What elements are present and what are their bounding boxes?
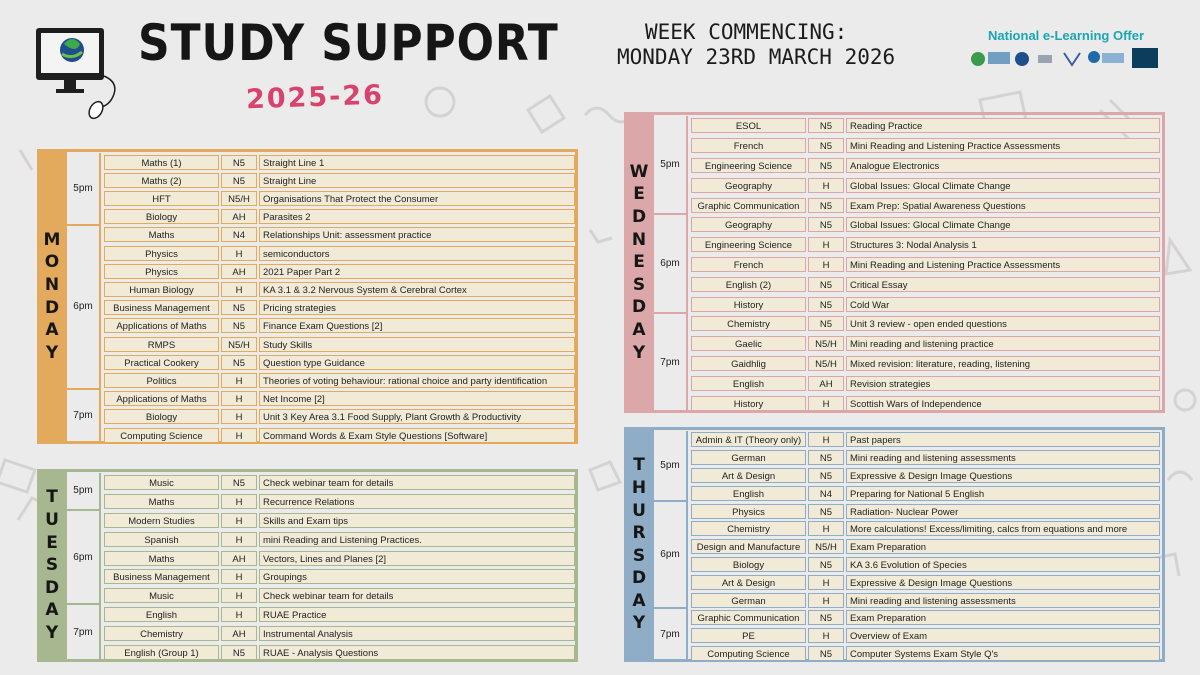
- session-subject: Business Management: [104, 300, 219, 315]
- session-subject: Applications of Maths: [104, 318, 219, 333]
- session-row: [104, 209, 575, 224]
- session-level: N5/H: [808, 539, 844, 554]
- session-row: [691, 575, 1160, 590]
- session-subject: Graphic Communication: [691, 198, 806, 213]
- session-subject: German: [691, 593, 806, 608]
- session-subject: Art & Design: [691, 575, 806, 590]
- session-level: N5: [221, 155, 257, 170]
- session-level: N5/H: [808, 336, 844, 351]
- session-row: [104, 428, 575, 443]
- time-slot: 6pm: [67, 226, 101, 390]
- session-row: [104, 645, 575, 660]
- session-row: [104, 569, 575, 584]
- session-subject: Design and Manufacture: [691, 539, 806, 554]
- session-row: [104, 300, 575, 315]
- day-letter: D: [44, 577, 60, 598]
- session-row: [104, 318, 575, 333]
- session-subject: History: [691, 297, 806, 312]
- session-subject: Physics: [691, 504, 806, 519]
- time-slot: 6pm: [67, 511, 101, 606]
- session-row: [691, 646, 1160, 661]
- session-topic: Mini reading and listening practice: [846, 336, 1160, 351]
- session-level: H: [221, 373, 257, 388]
- session-level: N5: [808, 504, 844, 519]
- tuesday-label: [37, 472, 67, 659]
- session-level: N5: [808, 610, 844, 625]
- session-topic: Pricing strategies: [259, 300, 575, 315]
- session-topic: Finance Exam Questions [2]: [259, 318, 575, 333]
- time-slot: 6pm: [654, 502, 688, 609]
- session-row: [104, 513, 575, 528]
- page-title: STUDY SUPPORT: [138, 14, 559, 72]
- session-topic: Net Income [2]: [259, 391, 575, 406]
- session-topic: RUAE - Analysis Questions: [259, 645, 575, 660]
- session-subject: Admin & IT (Theory only): [691, 432, 806, 447]
- day-letter: D: [631, 207, 647, 228]
- session-level: H: [808, 432, 844, 447]
- session-subject: Biology: [104, 409, 219, 424]
- session-topic: Command Words & Exam Style Questions [Software]: [259, 428, 575, 443]
- session-row: [691, 557, 1160, 572]
- session-level: H: [221, 513, 257, 528]
- session-row: [691, 217, 1160, 232]
- session-level: N5/H: [808, 356, 844, 371]
- school-year: 2025-26: [245, 79, 385, 116]
- session-topic: Vectors, Lines and Planes [2]: [259, 551, 575, 566]
- session-subject: RMPS: [104, 337, 219, 352]
- session-subject: Geography: [691, 217, 806, 232]
- session-subject: French: [691, 257, 806, 272]
- session-subject: Maths (1): [104, 155, 219, 170]
- session-topic: Overview of Exam: [846, 628, 1160, 643]
- session-subject: Computing Science: [104, 428, 219, 443]
- session-subject: HFT: [104, 191, 219, 206]
- session-level: H: [808, 593, 844, 608]
- session-topic: Theories of voting behaviour: rational choice and party identification: [259, 373, 575, 388]
- day-letter: A: [45, 320, 59, 341]
- session-row: [104, 246, 575, 261]
- session-subject: Chemistry: [691, 521, 806, 536]
- session-level: H: [221, 282, 257, 297]
- session-subject: ESOL: [691, 118, 806, 133]
- session-row: [691, 356, 1160, 371]
- week-commencing: [617, 20, 895, 70]
- session-level: N5: [808, 557, 844, 572]
- e-sgoil-monitor-logo: [34, 26, 138, 122]
- session-subject: Maths: [104, 494, 219, 509]
- session-level: H: [221, 588, 257, 603]
- session-level: N5: [221, 355, 257, 370]
- wednesday-label: [624, 115, 654, 410]
- session-topic: Exam Preparation: [846, 610, 1160, 625]
- session-subject: Biology: [691, 557, 806, 572]
- session-subject: Chemistry: [104, 626, 219, 641]
- session-subject: Maths: [104, 227, 219, 242]
- session-topic: Mini Reading and Listening Practice Assessments: [846, 257, 1160, 272]
- day-letter: U: [632, 500, 646, 521]
- session-row: [104, 391, 575, 406]
- session-level: H: [221, 246, 257, 261]
- session-topic: Scottish Wars of Independence: [846, 396, 1160, 411]
- session-subject: English: [104, 607, 219, 622]
- session-subject: English: [691, 376, 806, 391]
- session-row: [691, 178, 1160, 193]
- session-row: [691, 297, 1160, 312]
- time-slot: 7pm: [67, 605, 101, 662]
- session-row: [691, 277, 1160, 292]
- session-topic: Groupings: [259, 569, 575, 584]
- session-row: [104, 409, 575, 424]
- day-letter: T: [46, 487, 58, 508]
- session-topic: mini Reading and Listening Practices.: [259, 532, 575, 547]
- session-level: AH: [221, 626, 257, 641]
- day-letter: A: [632, 319, 646, 340]
- session-row: [691, 593, 1160, 608]
- session-row: [691, 376, 1160, 391]
- session-subject: Chemistry: [691, 316, 806, 331]
- session-row: [691, 158, 1160, 173]
- session-level: H: [808, 396, 844, 411]
- day-letter: A: [45, 600, 59, 621]
- time-slot: 6pm: [654, 215, 688, 314]
- session-row: [104, 607, 575, 622]
- session-level: N4: [221, 227, 257, 242]
- session-subject: Maths: [104, 551, 219, 566]
- session-topic: Straight Line: [259, 173, 575, 188]
- day-letter: E: [46, 532, 58, 553]
- monday-label: [37, 152, 67, 441]
- day-letter: Y: [632, 613, 646, 634]
- day-letter: S: [632, 545, 646, 566]
- session-level: H: [221, 409, 257, 424]
- session-topic: Global Issues: Glocal Climate Change: [846, 178, 1160, 193]
- session-level: H: [808, 521, 844, 536]
- session-topic: Check webinar team for details: [259, 475, 575, 490]
- session-topic: Mixed revision: literature, reading, listening: [846, 356, 1160, 371]
- national-elearning-offer: National e-Learning Offer: [988, 28, 1145, 43]
- session-row: [104, 282, 575, 297]
- session-subject: Gaelic: [691, 336, 806, 351]
- week-label: WEEK COMMENCING:: [645, 20, 848, 44]
- session-topic: Preparing for National 5 English: [846, 486, 1160, 501]
- session-row: [104, 173, 575, 188]
- session-topic: Expressive & Design Image Questions: [846, 575, 1160, 590]
- session-topic: Straight Line 1: [259, 155, 575, 170]
- session-subject: Business Management: [104, 569, 219, 584]
- session-row: [691, 257, 1160, 272]
- session-row: [691, 432, 1160, 447]
- session-row: [691, 237, 1160, 252]
- session-level: H: [808, 628, 844, 643]
- session-subject: Art & Design: [691, 468, 806, 483]
- session-level: N5: [221, 300, 257, 315]
- day-letter: A: [632, 590, 646, 611]
- day-letter: N: [44, 275, 60, 295]
- session-topic: KA 3.6 Evolution of Species: [846, 557, 1160, 572]
- session-row: [104, 155, 575, 170]
- session-level: N5: [808, 297, 844, 312]
- session-topic: Question type Guidance: [259, 355, 575, 370]
- day-letter: Y: [45, 342, 59, 363]
- session-level: H: [221, 391, 257, 406]
- session-subject: Maths (2): [104, 173, 219, 188]
- session-row: [691, 336, 1160, 351]
- time-slot: 7pm: [654, 609, 688, 662]
- session-subject: Physics: [104, 246, 219, 261]
- day-letter: M: [43, 229, 61, 250]
- session-level: H: [221, 494, 257, 509]
- partner-logos: [968, 46, 1160, 70]
- day-letter: R: [632, 523, 646, 544]
- session-topic: Study Skills: [259, 337, 575, 352]
- day-letter: S: [45, 555, 59, 576]
- session-row: [691, 138, 1160, 153]
- session-row: [104, 191, 575, 206]
- session-topic: Exam Preparation: [846, 539, 1160, 554]
- day-letter: T: [633, 455, 645, 476]
- session-topic: Past papers: [846, 432, 1160, 447]
- day-letter: O: [44, 252, 60, 273]
- session-topic: Mini reading and listening assessments: [846, 593, 1160, 608]
- session-topic: Parasites 2: [259, 209, 575, 224]
- session-topic: Exam Prep: Spatial Awareness Questions: [846, 198, 1160, 213]
- session-level: H: [808, 575, 844, 590]
- session-topic: Critical Essay: [846, 277, 1160, 292]
- session-row: [104, 264, 575, 279]
- session-level: N5: [221, 645, 257, 660]
- session-topic: Expressive & Design Image Questions: [846, 468, 1160, 483]
- session-topic: 2021 Paper Part 2: [259, 264, 575, 279]
- session-level: AH: [221, 209, 257, 224]
- session-subject: English (Group 1): [104, 645, 219, 660]
- thursday-label: [624, 430, 654, 659]
- session-row: [104, 532, 575, 547]
- session-topic: Check webinar team for details: [259, 588, 575, 603]
- session-topic: KA 3.1 & 3.2 Nervous System & Cerebral Cortex: [259, 282, 575, 297]
- session-row: [691, 450, 1160, 465]
- session-row: [104, 227, 575, 242]
- session-level: N5: [808, 277, 844, 292]
- day-letter: H: [631, 477, 647, 498]
- tuesday-timetable: [37, 469, 578, 662]
- session-row: [104, 475, 575, 490]
- session-row: [104, 337, 575, 352]
- session-row: [691, 628, 1160, 643]
- day-letter: D: [631, 568, 647, 589]
- week-date: MONDAY 23RD MARCH 2026: [617, 45, 896, 69]
- session-level: N5: [221, 475, 257, 490]
- session-subject: Gaidhlig: [691, 356, 806, 371]
- day-letter: D: [631, 297, 647, 318]
- day-letter: E: [633, 252, 645, 273]
- session-subject: Graphic Communication: [691, 610, 806, 625]
- session-subject: History: [691, 396, 806, 411]
- session-row: [691, 118, 1160, 133]
- session-subject: Music: [104, 475, 219, 490]
- session-row: [691, 521, 1160, 536]
- session-topic: Recurrence Relations: [259, 494, 575, 509]
- session-level: N5: [808, 450, 844, 465]
- session-row: [691, 539, 1160, 554]
- session-level: H: [808, 178, 844, 193]
- session-topic: Global Issues: Glocal Climate Change: [846, 217, 1160, 232]
- session-level: H: [221, 428, 257, 443]
- session-subject: Spanish: [104, 532, 219, 547]
- thursday-timetable: [624, 427, 1165, 662]
- session-subject: Applications of Maths: [104, 391, 219, 406]
- session-level: H: [221, 607, 257, 622]
- session-subject: Computing Science: [691, 646, 806, 661]
- day-letter: N: [631, 229, 647, 250]
- session-subject: Practical Cookery: [104, 355, 219, 370]
- session-topic: Skills and Exam tips: [259, 513, 575, 528]
- session-level: H: [808, 237, 844, 252]
- time-slot: 7pm: [654, 314, 688, 413]
- session-subject: French: [691, 138, 806, 153]
- day-letter: D: [44, 297, 60, 318]
- day-letter: U: [45, 510, 59, 531]
- session-row: [691, 486, 1160, 501]
- session-level: AH: [221, 551, 257, 566]
- session-level: N5: [808, 468, 844, 483]
- session-level: N5: [808, 158, 844, 173]
- session-topic: Unit 3 review - open ended questions: [846, 316, 1160, 331]
- session-subject: English: [691, 486, 806, 501]
- day-letter: Y: [45, 622, 59, 643]
- session-level: N4: [808, 486, 844, 501]
- session-subject: Politics: [104, 373, 219, 388]
- session-level: AH: [221, 264, 257, 279]
- session-topic: Mini reading and listening assessments: [846, 450, 1160, 465]
- session-level: H: [221, 569, 257, 584]
- day-letter: Y: [632, 342, 646, 363]
- session-subject: Physics: [104, 264, 219, 279]
- session-level: H: [808, 257, 844, 272]
- session-level: N5: [808, 138, 844, 153]
- session-subject: Geography: [691, 178, 806, 193]
- session-subject: Music: [104, 588, 219, 603]
- session-topic: Analogue Electronics: [846, 158, 1160, 173]
- session-level: H: [221, 532, 257, 547]
- session-row: [691, 610, 1160, 625]
- time-slot: 5pm: [67, 473, 101, 511]
- session-subject: Engineering Science: [691, 237, 806, 252]
- session-topic: Cold War: [846, 297, 1160, 312]
- session-row: [104, 551, 575, 566]
- session-subject: German: [691, 450, 806, 465]
- session-row: [691, 396, 1160, 411]
- session-topic: Radiation- Nuclear Power: [846, 504, 1160, 519]
- session-topic: More calculations! Excess/limiting, calcs from equations and more: [846, 521, 1160, 536]
- time-slot: 5pm: [654, 431, 688, 502]
- session-subject: Biology: [104, 209, 219, 224]
- session-topic: Structures 3: Nodal Analysis 1: [846, 237, 1160, 252]
- session-level: N5: [221, 173, 257, 188]
- session-subject: Engineering Science: [691, 158, 806, 173]
- session-level: N5: [808, 646, 844, 661]
- session-level: N5/H: [221, 191, 257, 206]
- session-level: AH: [808, 376, 844, 391]
- session-row: [691, 198, 1160, 213]
- session-topic: Mini Reading and Listening Practice Assessments: [846, 138, 1160, 153]
- day-letter: S: [632, 274, 646, 295]
- wednesday-timetable: [624, 112, 1165, 413]
- session-subject: English (2): [691, 277, 806, 292]
- session-topic: semiconductors: [259, 246, 575, 261]
- session-subject: PE: [691, 628, 806, 643]
- day-letter: E: [633, 184, 645, 205]
- session-level: N5: [221, 318, 257, 333]
- time-slot: 7pm: [67, 390, 101, 445]
- session-topic: Unit 3 Key Area 3.1 Food Supply, Plant Growth & Productivity: [259, 409, 575, 424]
- day-letter: W: [629, 161, 649, 182]
- session-row: [104, 373, 575, 388]
- time-slot: 5pm: [67, 153, 101, 226]
- session-subject: Modern Studies: [104, 513, 219, 528]
- session-topic: Organisations That Protect the Consumer: [259, 191, 575, 206]
- session-subject: Human Biology: [104, 282, 219, 297]
- time-slot: 5pm: [654, 116, 688, 215]
- session-level: N5: [808, 217, 844, 232]
- session-topic: Instrumental Analysis: [259, 626, 575, 641]
- session-row: [104, 494, 575, 509]
- session-level: N5/H: [221, 337, 257, 352]
- session-row: [691, 504, 1160, 519]
- session-topic: Reading Practice: [846, 118, 1160, 133]
- session-level: N5: [808, 316, 844, 331]
- session-level: N5: [808, 118, 844, 133]
- session-level: N5: [808, 198, 844, 213]
- monday-timetable: [37, 149, 578, 444]
- session-topic: Relationships Unit: assessment practice: [259, 227, 575, 242]
- session-topic: RUAE Practice: [259, 607, 575, 622]
- session-row: [104, 355, 575, 370]
- session-topic: Computer Systems Exam Style Q's: [846, 646, 1160, 661]
- session-row: [104, 588, 575, 603]
- session-row: [691, 316, 1160, 331]
- session-topic: Revision strategies: [846, 376, 1160, 391]
- session-row: [691, 468, 1160, 483]
- session-row: [104, 626, 575, 641]
